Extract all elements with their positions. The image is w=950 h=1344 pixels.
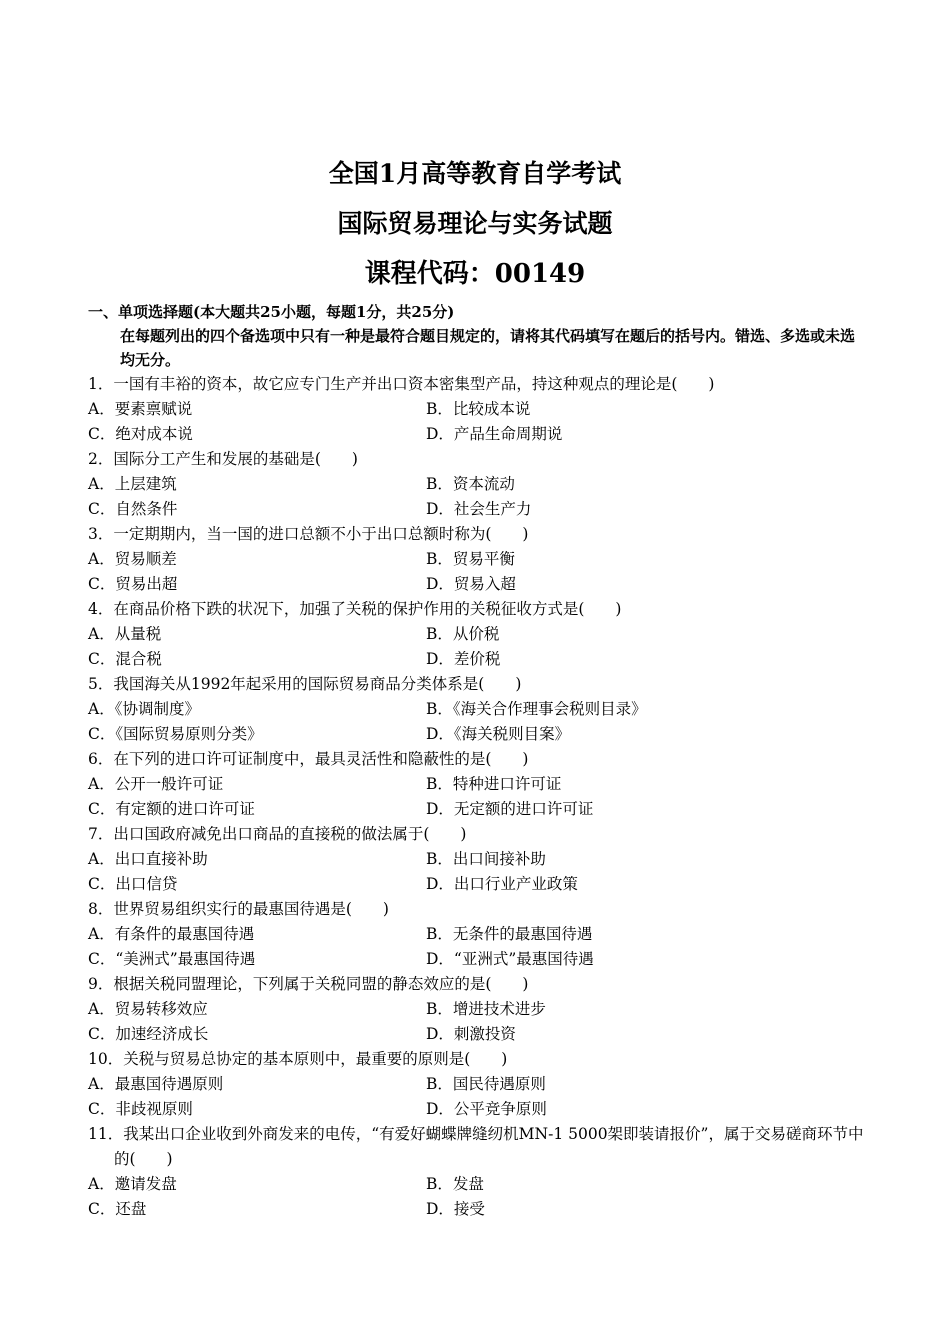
section-heading: 一、单项选择题(本大题共25小题，每题1分，共25分) (88, 303, 455, 321)
option-row (88, 872, 868, 897)
question-stem: 2．国际分工产生和发展的基础是( ) (88, 450, 358, 468)
option-row (88, 1197, 868, 1222)
course-code: 课程代码：00149 (364, 259, 586, 289)
option-a: A．出口直接补助 (88, 850, 208, 868)
section-instruction: 在每题列出的四个备选项中只有一种是最符合题目规定的，请将其代码填写在题后的括号内。错选、多选或未选均无分。 (120, 327, 856, 369)
option-b: B．增进技术进步 (426, 1000, 546, 1018)
question-item (88, 897, 868, 972)
option-a: A．从量税 (88, 625, 162, 643)
option-c: C．绝对成本说 (88, 425, 193, 443)
option-a: A．《协调制度》 (88, 700, 200, 718)
option-row (88, 922, 868, 947)
question-item (88, 1047, 868, 1122)
option-row (88, 1097, 868, 1122)
option-row (88, 1172, 868, 1197)
option-row (88, 422, 868, 447)
exam-title: 全国1月高等教育自学考试 (328, 159, 622, 188)
option-d: D．刺激投资 (426, 1025, 516, 1043)
option-b: B．贸易平衡 (426, 550, 515, 568)
option-row (88, 397, 868, 422)
question-item (88, 672, 868, 747)
option-d: D．社会生产力 (426, 500, 532, 518)
question-stem: 11．我某出口企业收到外商发来的电传，“有爱好蝴蝶牌缝纫机MN-1 5000架即装请报价”，属于交易磋商环节中的( ) (88, 1125, 864, 1168)
option-row (88, 997, 868, 1022)
option-a: A．上层建筑 (88, 475, 177, 493)
question-stem: 6．在下列的进口许可证制度中，最具灵活性和隐蔽性的是( ) (88, 750, 529, 768)
option-row (88, 472, 868, 497)
option-d: D．贸易入超 (426, 575, 516, 593)
option-row (88, 647, 868, 672)
question-item (88, 372, 868, 447)
option-a: A．要素禀赋说 (88, 400, 193, 418)
option-b: B．特种进口许可证 (426, 775, 562, 793)
option-d: D．“亚洲式”最惠国待遇 (426, 950, 594, 968)
option-d: D．公平竞争原则 (426, 1100, 547, 1118)
question-stem: 8．世界贸易组织实行的最惠国待遇是( ) (88, 900, 389, 918)
question-stem: 3．一定期期内，当一国的进口总额不小于出口总额时称为( ) (88, 525, 529, 543)
option-b: B．无条件的最惠国待遇 (426, 925, 593, 943)
option-a: A．最惠国待遇原则 (88, 1075, 224, 1093)
option-b: B．《海关合作理事会税则目录》 (426, 700, 647, 718)
question-item (88, 597, 868, 672)
question-stem: 7．出口国政府减免出口商品的直接税的做法属于( ) (88, 825, 467, 843)
option-c: C．贸易出超 (88, 575, 178, 593)
option-row (88, 497, 868, 522)
option-b: B．比较成本说 (426, 400, 531, 418)
option-b: B．从价税 (426, 625, 500, 643)
option-row (88, 547, 868, 572)
question-stem: 1．一国有丰裕的资本，故它应专门生产并出口资本密集型产品，持这种观点的理论是( ) (88, 375, 715, 393)
question-list (88, 372, 868, 1222)
option-c: C．《国际贸易原则分类》 (88, 725, 263, 743)
option-d: D．出口行业产业政策 (426, 875, 578, 893)
option-c: C．“美洲式”最惠国待遇 (88, 950, 256, 968)
question-item (88, 747, 868, 822)
option-b: B．国民待遇原则 (426, 1075, 546, 1093)
option-c: C．自然条件 (88, 500, 178, 518)
question-stem: 5．我国海关从1992年起采用的国际贸易商品分类体系是( ) (88, 675, 522, 693)
option-a: A．贸易转移效应 (88, 1000, 208, 1018)
question-item (88, 522, 868, 597)
option-row (88, 697, 868, 722)
option-row (88, 947, 868, 972)
option-b: B．发盘 (426, 1175, 484, 1193)
option-row (88, 1072, 868, 1097)
option-c: C．有定额的进口许可证 (88, 800, 255, 818)
option-a: A．公开一般许可证 (88, 775, 224, 793)
option-b: B．资本流动 (426, 475, 515, 493)
option-d: D．《海关税则目案》 (426, 725, 571, 743)
option-row (88, 722, 868, 747)
option-d: D．差价税 (426, 650, 501, 668)
option-row (88, 1022, 868, 1047)
option-c: C．加速经济成长 (88, 1025, 209, 1043)
question-item (88, 972, 868, 1047)
option-a: A．邀请发盘 (88, 1175, 177, 1193)
option-d: D．无定额的进口许可证 (426, 800, 594, 818)
option-row (88, 797, 868, 822)
question-item (88, 447, 868, 522)
option-c: C．还盘 (88, 1200, 147, 1218)
question-item (88, 1122, 868, 1222)
subject-title: 国际贸易理论与实务试题 (337, 209, 613, 238)
question-item (88, 822, 868, 897)
exam-content (88, 300, 868, 1222)
option-b: B．出口间接补助 (426, 850, 546, 868)
option-d: D．产品生命周期说 (426, 425, 563, 443)
option-d: D．接受 (426, 1200, 485, 1218)
option-row (88, 772, 868, 797)
option-row (88, 622, 868, 647)
option-a: A．有条件的最惠国待遇 (88, 925, 255, 943)
question-stem: 4．在商品价格下跌的状况下，加强了关税的保护作用的关税征收方式是( ) (88, 600, 622, 618)
option-c: C．非歧视原则 (88, 1100, 193, 1118)
option-row (88, 847, 868, 872)
option-row (88, 572, 868, 597)
question-stem: 9．根据关税同盟理论，下列属于关税同盟的静态效应的是( ) (88, 975, 529, 993)
option-a: A．贸易顺差 (88, 550, 177, 568)
option-c: C．出口信贷 (88, 875, 178, 893)
question-stem: 10．关税与贸易总协定的基本原则中，最重要的原则是( ) (88, 1050, 508, 1068)
option-c: C．混合税 (88, 650, 162, 668)
